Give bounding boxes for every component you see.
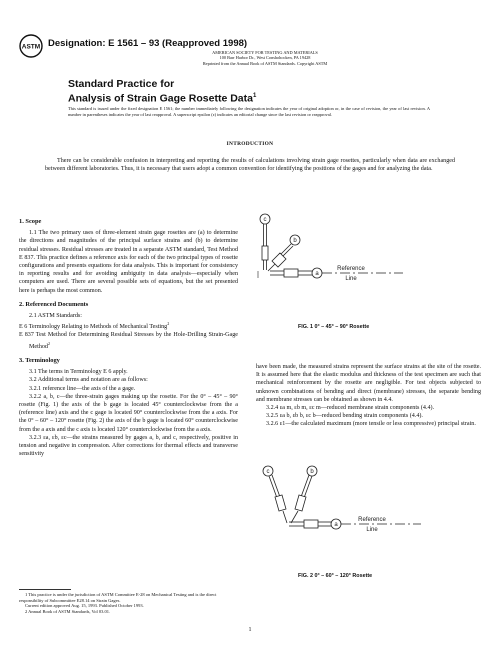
fig1-ref-label-2: Line: [345, 276, 357, 282]
title-line2: Analysis of Strain Gage Rosette Data: [68, 92, 253, 105]
publisher-address: 100 Barr Harbor Dr., West Conshohocken, PA 19428: [219, 55, 311, 61]
term-3-2: 3.2 Additional terms and notation are as follows:: [29, 377, 148, 384]
term-3-2-1: 3.2.1 reference line—the axis of the a gage.: [29, 385, 136, 392]
term-3-2-3-continued: have been made, the measured strains represent the surface strains at the site of the rosette. It is assumed here that the elastic modulus and thickness of the test specimen are such that mechanical reinforcement by the rosette are negligible. For test objects subjected to unknown combinations of bending and direct (membrane) stresses, the separate bending and membrane stresses can be obtained as shown in 4.4.: [256, 364, 481, 403]
term-3-1: 3.1 The terms in Terminology E 6 apply.: [29, 369, 128, 376]
fig2-ref-label-2: Line: [366, 527, 378, 533]
fig2-label-a: a: [334, 522, 338, 528]
ref-e6-sup: 2: [167, 321, 170, 327]
document-title: [68, 78, 256, 105]
fig1-label-b: b: [293, 238, 297, 244]
scope-1-1: 1.1 The two primary uses of three-element strain gage rosettes are (a) to determine the directions and magnitudes of the principal surface strains and (b) to determine residual stresses. Residual stresses are treated in a separate ASTM standard, Test Method E 837. This practice defines a reference axis for each of the two principal types of rosette configurations and presents equations for data analysis. This is important for consistency in reporting results and for avoiding ambiguity in data analysis—especially when computers are used. There are several possible sets of equations, but the set presented here is perhaps the most common.: [19, 230, 238, 294]
fig2-label-b: b: [310, 469, 314, 475]
scope-heading: 1. Scope: [19, 218, 42, 225]
introduction-text: There can be considerable confusion in interpreting and reporting the results of calculations involving strain gage rosettes, particularly when data are exchanged between different laboratories. Thus, it is necessary that users adopt a common convention for identifying the positions of the gages and for analyzing the data.: [45, 158, 455, 173]
figure-2-diagram: [256, 460, 476, 570]
fig1-label-c: c: [263, 217, 267, 223]
term-3-2-2: 3.2.2 a, b, c—the three-strain gages making up the rosette. For the 0° – 45° – 90° rosette (Fig. 1) the axis of the b gage is located 45° counterclockwise from the a (reference line) axis and the c gage is located 90° counterclockwise from the a axis. For the 0° – 60° – 120° rosette (Fig. 2) the axis of the b gage is located 60° counterclockwise from the a axis and the c axis is located 120° counterclockwise from the a axis.: [19, 393, 238, 433]
issue-note: This standard is issued under the fixed designation E 1561; the number immediately following the designation indicates the year of original adoption or, in the case of revision, the year of last revision. A number in parentheses indicates the year of last reapproval. A superscript epsilon (ε) indicates an editorial change since the last revision or reapproval.: [68, 106, 430, 117]
designation: Designation: E 1561 – 93 (Reapproved 1998): [48, 38, 248, 49]
referenced-documents-heading: 2. Referenced Documents: [19, 300, 89, 308]
figure-2-caption: FIG. 2 0° – 60° – 120° Rosette: [298, 573, 373, 579]
title-footnote-ref: 1: [252, 93, 257, 99]
footnote-2: 2 Annual Book of ASTM Standards, Vol 03.01.: [25, 608, 111, 614]
footnote-rule: [19, 589, 71, 590]
astm-logo-icon: [19, 34, 43, 58]
publisher-info: [150, 50, 380, 66]
ref-2-1: 2.1 ASTM Standards:: [29, 313, 82, 320]
fig2-label-c: c: [266, 469, 270, 475]
title-line1: Standard Practice for: [68, 78, 175, 90]
footnotes: [19, 592, 238, 614]
ref-e837: E 837 Test Method for Determining Residual Stresses by the Hole-Drilling Strain-Gage Method: [19, 332, 238, 350]
figure-1-caption: FIG. 1 0° – 45° – 90° Rosette: [298, 324, 370, 330]
footnote-1b: Current edition approved Aug. 15, 1993. Published October 1993.: [25, 603, 144, 609]
term-3-2-3: 3.2.3 εa, εb, εc—the strains measured by gages a, b, and c, respectively, positive in tension and negative in compression. After corrections for thermal effects and transverse sensitivity: [19, 434, 238, 458]
fig1-ref-label-1: Reference: [337, 266, 365, 272]
term-3-2-6: 3.2.6 ε1—the calculated maximum (more tensile or less compressive) principal strain.: [266, 421, 476, 428]
figure-1-diagram: [248, 210, 483, 325]
right-column: [256, 363, 481, 429]
terminology-heading: 3. Terminology: [19, 356, 60, 364]
publisher-reprint: Reprinted from the Annual Book of ASTM Standards. Copyright ASTM: [202, 60, 328, 66]
ref-e837-sup: 2: [47, 340, 50, 346]
term-3-2-4: 3.2.4 εa m, εb m, εc m—reduced membrane strain components (4.4).: [266, 405, 435, 412]
ref-e6: E 6 Terminology Relating to Methods of Mechanical Testing: [19, 324, 168, 331]
fig1-label-a: a: [315, 271, 319, 277]
introduction-heading: INTRODUCTION: [226, 141, 274, 147]
svg-text:ASTM: ASTM: [21, 43, 41, 51]
page-number: 1: [248, 627, 252, 633]
footnote-1: 1 This practice is under the jurisdiction of ASTM Committee E-28 on Mechanical Testing and is the direct responsibility of Subcommittee E28.14 on Strain Gages.: [19, 592, 217, 603]
fig2-ref-label-1: Reference: [358, 517, 386, 523]
left-column: [19, 212, 238, 458]
term-3-2-5: 3.2.5 εa b, εb b, εc b—reduced bending strain components (4.4).: [266, 413, 423, 420]
publisher-name: AMERICAN SOCIETY FOR TESTING AND MATERIALS: [212, 50, 318, 55]
